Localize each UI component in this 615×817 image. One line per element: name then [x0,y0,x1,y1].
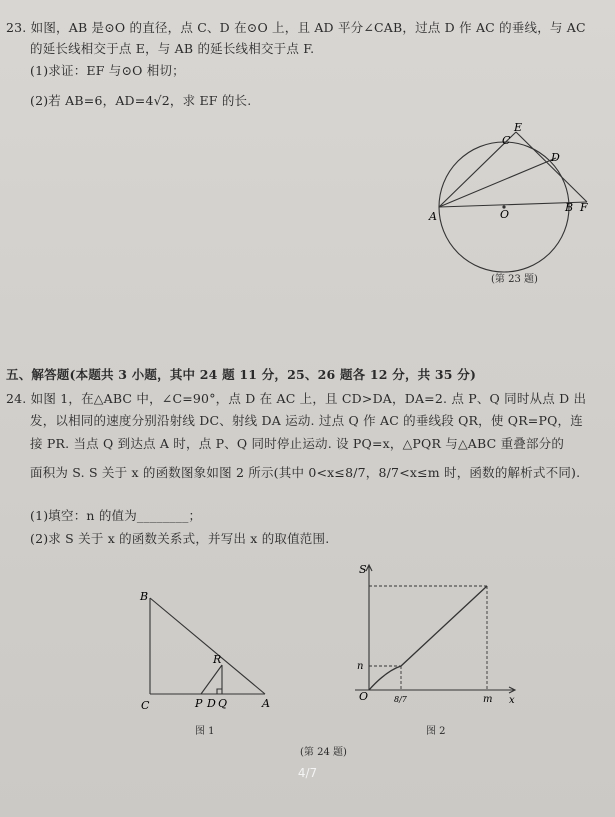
label-q: Q [218,697,228,710]
label-m: m [483,694,493,705]
graph-curve [369,586,487,690]
label-r: R [213,653,222,666]
label-x: x [509,695,515,706]
label-b: B [565,201,574,214]
q24-part2: (2)求 S 关于 x 的函数关系式，并写出 x 的取值范围. [30,531,330,546]
q24-fig1-caption: 图 1 [195,726,215,737]
label-a: A [429,210,437,223]
label-b: B [140,590,149,603]
q23-line1: 23. 如图，AB 是⊙O 的直径，点 C、D 在⊙O 上，且 AD 平分∠CAB，过点 D 作 AC 的垂线，与 AC [6,20,586,35]
q23-line2: 的延长线相交于点 E，与 AB 的延长线相交于点 F. [30,41,315,56]
q23-part2: (2)若 AB=6，AD=4√2，求 EF 的长. [30,93,252,108]
q24-fig2-caption: 图 2 [426,726,446,737]
label-d: D [207,697,216,710]
label-n: n [357,661,364,672]
section5-heading: 五、解答题(本题共 3 小题，其中 24 题 11 分，25、26 题各 12 分，共 35 分) [6,367,477,382]
label-p: P [195,697,203,710]
label-c: C [141,699,150,712]
label-d: D [551,151,560,164]
page-indicator: 4/7 [297,766,318,780]
q24-line3: 接 PR. 当点 Q 到达点 A 时，点 P、Q 同时停止运动. 设 PQ=x，△PQR 与△ABC 重叠部分的 [30,436,565,451]
q23-caption: (第 23 题) [491,274,538,285]
label-tick-frac: 8/7 [394,695,407,704]
q24-line4: 面积为 S. S 关于 x 的函数图象如图 2 所示(其中 0<x≤8/7，8/7<x≤m 时，函数的解析式不同). [30,465,581,480]
label-f: F [580,201,588,214]
q24-line2: 发，以相同的速度分别沿射线 DC、射线 DA 运动. 过点 Q 作 AC 的垂线段 QR，使 QR=PQ，连 [30,413,583,428]
label-s: S [359,563,367,576]
label-origin: O [359,690,369,703]
q24-caption: (第 24 题) [300,747,347,758]
q23-part1: (1)求证：EF 与⊙O 相切； [30,63,185,78]
label-c: C [502,134,511,147]
label-a: A [262,697,270,710]
q24-line1: 24. 如图 1，在△ABC 中，∠C=90°，点 D 在 AC 上，且 CD>DA，DA=2. 点 P、Q 同时从点 D 出 [6,391,587,406]
label-o: O [500,208,510,221]
q24-part1: (1)填空：n 的值为________； [30,508,202,523]
label-e: E [514,121,523,134]
